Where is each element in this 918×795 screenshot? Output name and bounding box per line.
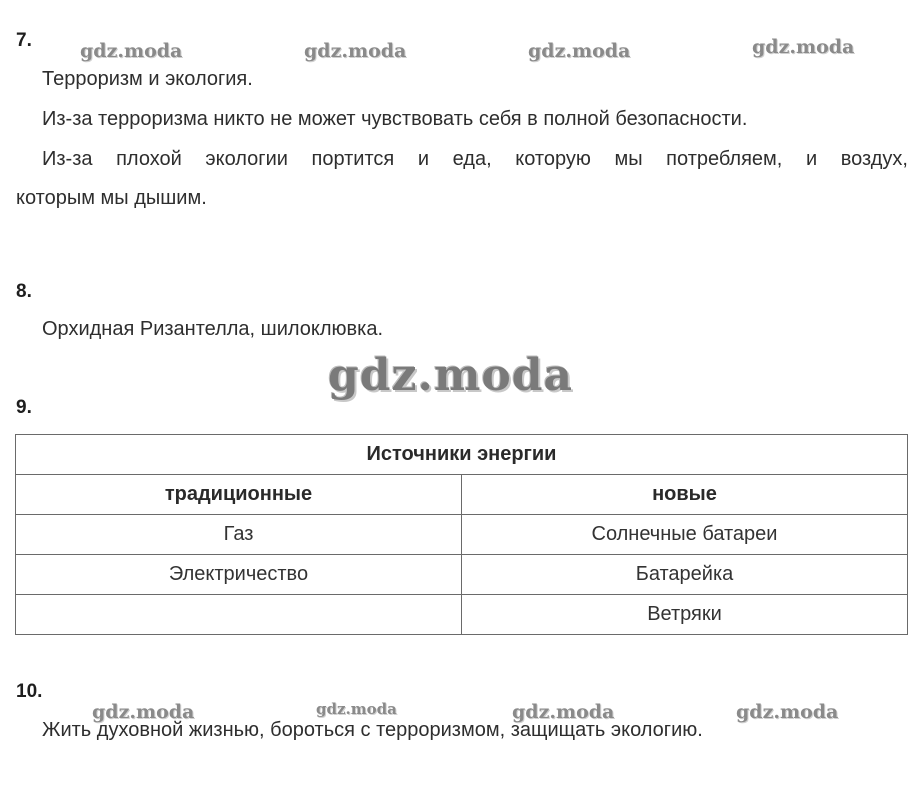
task8-line-1: Орхидная Ризантелла, шилоклювка. — [42, 318, 384, 340]
table-cell — [16, 595, 462, 635]
watermark: gdz.moda — [528, 40, 631, 62]
column-header-traditional: традиционные — [16, 475, 462, 515]
table-row — [16, 475, 908, 515]
table-title: Источники энергии — [16, 435, 908, 475]
task-number-10: 10. — [16, 681, 43, 702]
watermark: gdz.moda — [752, 36, 855, 58]
watermark: gdz.moda — [92, 701, 195, 723]
table-cell: Батарейка — [462, 555, 908, 595]
energy-sources-table — [15, 434, 908, 635]
watermark-large: gdz.moda — [328, 350, 574, 401]
table-row — [16, 555, 908, 595]
watermark: gdz.moda — [80, 40, 183, 62]
table-cell: Газ — [16, 515, 462, 555]
task7-line-3: Из-за плохой экологии портится и еда, которую мы потребляем, и воздух, — [42, 148, 908, 170]
table-cell: Электричество — [16, 555, 462, 595]
task-number-7: 7. — [16, 30, 32, 51]
table-cell: Солнечные батареи — [462, 515, 908, 555]
watermark: gdz.moda — [512, 701, 615, 723]
watermark: gdz.moda — [316, 700, 397, 718]
task7-line-2: Из-за терроризма никто не может чувствовать себя в полной безопасности. — [42, 108, 748, 130]
table-row — [16, 595, 908, 635]
task-number-8: 8. — [16, 281, 32, 302]
task-number-9: 9. — [16, 397, 32, 418]
table-cell: Ветряки — [462, 595, 908, 635]
table-row — [16, 435, 908, 475]
column-header-new: новые — [462, 475, 908, 515]
task7-line-1: Терроризм и экология. — [42, 68, 253, 90]
watermark: gdz.moda — [736, 701, 839, 723]
watermark: gdz.moda — [304, 40, 407, 62]
task10-line-1: Жить духовной жизнью, бороться с терроризмом, защищать экологию. — [42, 719, 703, 741]
table-row — [16, 515, 908, 555]
task7-line-4: которым мы дышим. — [16, 187, 207, 209]
